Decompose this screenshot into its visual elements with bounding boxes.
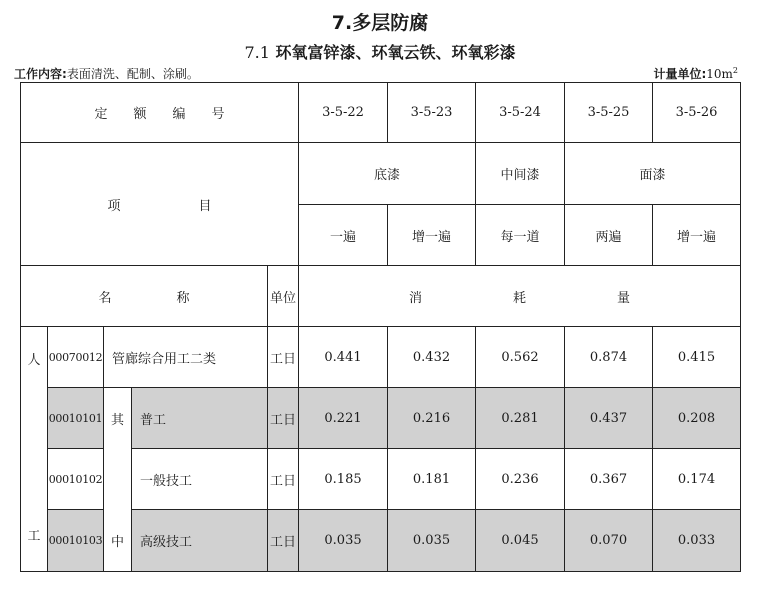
unit-label: 单位 bbox=[268, 266, 299, 327]
value-cell: 0.562 bbox=[476, 327, 565, 388]
value-cell: 0.033 bbox=[653, 510, 741, 572]
section-subtitle bbox=[0, 40, 760, 63]
subitem: 每一道 bbox=[476, 205, 565, 266]
page-title: 7.多层防腐 bbox=[331, 12, 429, 34]
table-row bbox=[21, 510, 741, 572]
value-cell: 0.181 bbox=[388, 449, 476, 510]
value-cell: 0.874 bbox=[565, 327, 653, 388]
item-code: 00010101 bbox=[48, 388, 104, 449]
quota-number: 3-5-25 bbox=[565, 83, 653, 143]
item-unit: 工日 bbox=[268, 510, 299, 572]
name-header-row bbox=[21, 266, 741, 327]
measurement-unit-value: 10m bbox=[706, 67, 733, 81]
item-name: 普工 bbox=[132, 388, 268, 449]
value-cell: 0.236 bbox=[476, 449, 565, 510]
value-cell: 0.035 bbox=[299, 510, 388, 572]
quota-table bbox=[20, 82, 741, 572]
sub-category-spacer bbox=[104, 449, 132, 510]
subitem: 两遍 bbox=[565, 205, 653, 266]
value-cell: 0.415 bbox=[653, 327, 741, 388]
sub-category-label-bottom: 中 bbox=[104, 510, 132, 572]
value-cell: 0.281 bbox=[476, 388, 565, 449]
value-cell: 0.185 bbox=[299, 449, 388, 510]
sub-category-label-top: 其 bbox=[104, 388, 132, 449]
item-code: 00010102 bbox=[48, 449, 104, 510]
quota-number: 3-5-24 bbox=[476, 83, 565, 143]
quota-number: 3-5-26 bbox=[653, 83, 741, 143]
measurement-unit bbox=[653, 65, 738, 82]
work-content-label: 工作内容: bbox=[14, 67, 67, 81]
consumption-label: 消 耗 量 bbox=[299, 266, 741, 327]
item-name: 管廊综合用工二类 bbox=[104, 327, 268, 388]
value-cell: 0.432 bbox=[388, 327, 476, 388]
quota-number-row bbox=[21, 83, 741, 143]
subitem: 增一遍 bbox=[653, 205, 741, 266]
group-primer: 底漆 bbox=[299, 143, 476, 205]
measurement-unit-label: 计量单位: bbox=[653, 67, 707, 81]
category-spacer bbox=[21, 388, 48, 449]
subitem: 一遍 bbox=[299, 205, 388, 266]
value-cell: 0.221 bbox=[299, 388, 388, 449]
item-unit: 工日 bbox=[268, 327, 299, 388]
item-unit: 工日 bbox=[268, 449, 299, 510]
value-cell: 0.035 bbox=[388, 510, 476, 572]
item-name: 一般技工 bbox=[132, 449, 268, 510]
value-cell: 0.437 bbox=[565, 388, 653, 449]
section-title: 环氧富锌漆、环氧云铁、环氧彩漆 bbox=[275, 43, 516, 62]
value-cell: 0.441 bbox=[299, 327, 388, 388]
quota-number-label: 定 额 编 号 bbox=[21, 83, 299, 143]
group-row bbox=[21, 143, 741, 205]
item-code: 00010103 bbox=[48, 510, 104, 572]
subitem: 增一遍 bbox=[388, 205, 476, 266]
category-label-top: 人 bbox=[21, 327, 48, 388]
section-number: 7.1 bbox=[244, 43, 270, 62]
item-name: 高级技工 bbox=[132, 510, 268, 572]
item-unit: 工日 bbox=[268, 388, 299, 449]
value-cell: 0.216 bbox=[388, 388, 476, 449]
work-content bbox=[14, 65, 199, 82]
group-topcoat: 面漆 bbox=[565, 143, 741, 205]
table-row bbox=[21, 327, 741, 388]
value-cell: 0.174 bbox=[653, 449, 741, 510]
group-intermediate: 中间漆 bbox=[476, 143, 565, 205]
value-cell: 0.045 bbox=[476, 510, 565, 572]
category-spacer bbox=[21, 449, 48, 510]
value-cell: 0.208 bbox=[653, 388, 741, 449]
category-label-bottom: 工 bbox=[21, 510, 48, 572]
work-content-value: 表面清洗、配制、涂刷。 bbox=[66, 67, 199, 81]
item-label: 项 目 bbox=[21, 143, 299, 266]
table-row bbox=[21, 449, 741, 510]
quota-number: 3-5-22 bbox=[299, 83, 388, 143]
value-cell: 0.367 bbox=[565, 449, 653, 510]
quota-number: 3-5-23 bbox=[388, 83, 476, 143]
value-cell: 0.070 bbox=[565, 510, 653, 572]
item-code: 00070012 bbox=[48, 327, 104, 388]
measurement-unit-sup: 2 bbox=[732, 66, 738, 75]
table-row bbox=[21, 388, 741, 449]
name-label: 名 称 bbox=[21, 266, 268, 327]
